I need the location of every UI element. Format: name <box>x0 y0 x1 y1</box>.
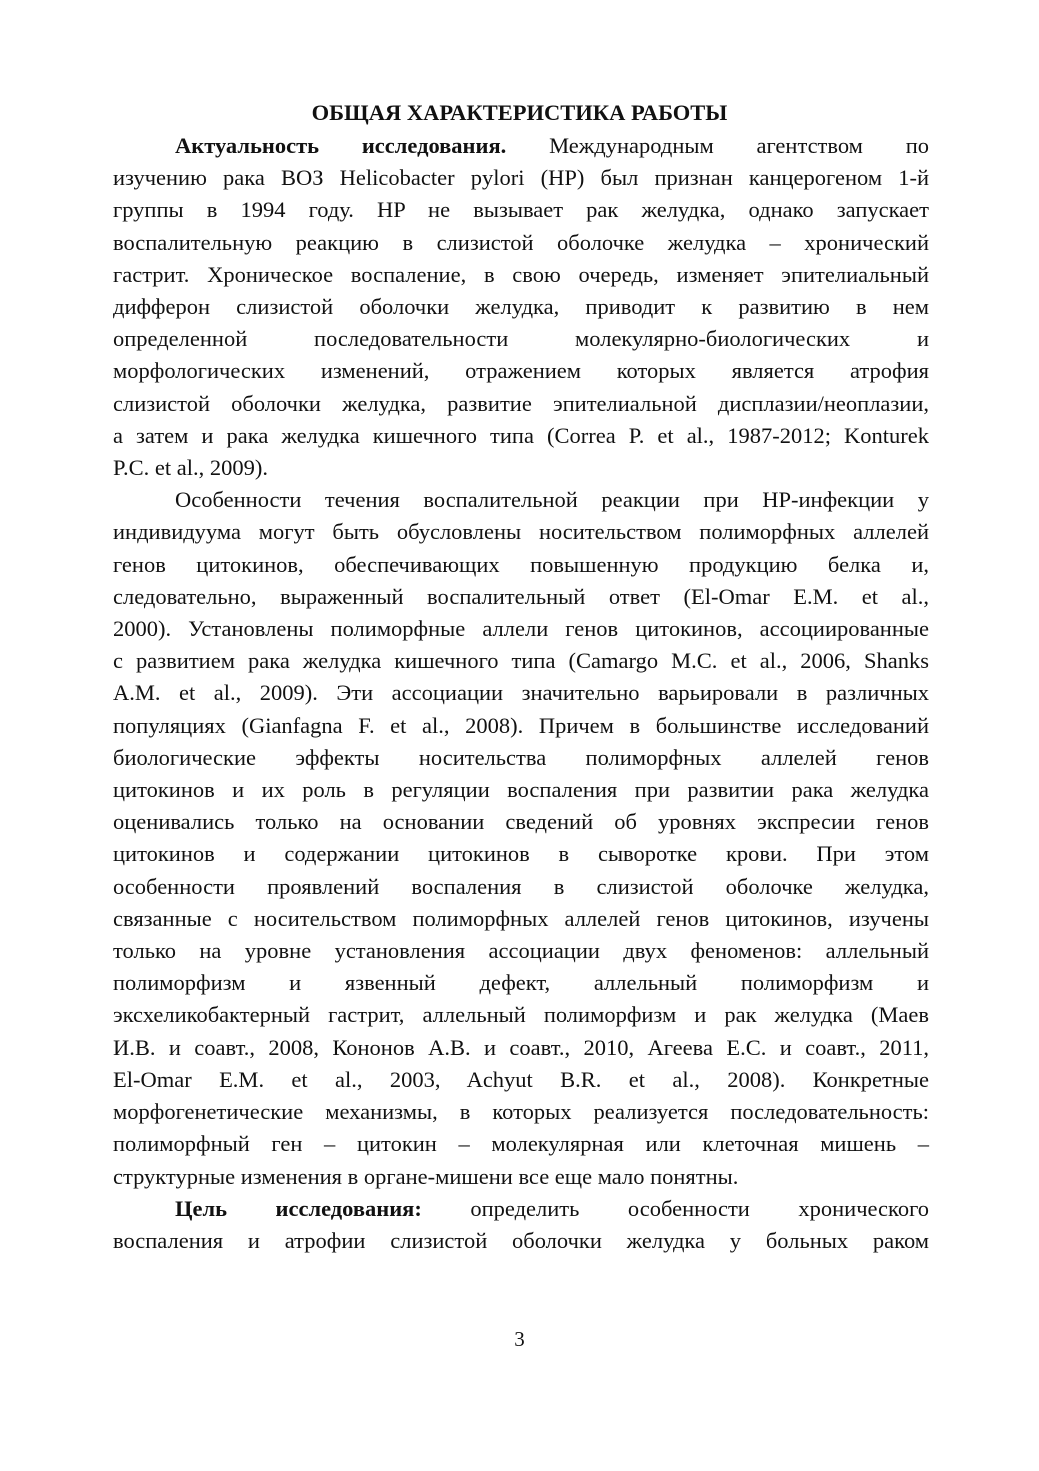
text-line: воспаления и атрофии слизистой оболочки желудка у больных раком <box>113 1227 929 1253</box>
text-line: эксхеликобактерный гастрит, аллельный полиморфизм и рак желудка (Маев <box>113 1002 929 1028</box>
text-line: оценивались только на основании сведений об уровнях экспресии генов <box>113 809 929 835</box>
text-line: полиморфизм и язвенный дефект, аллельный полиморфизм и <box>113 970 929 996</box>
text-line: полиморфный ген – цитокин – молекулярная или клеточная мишень – <box>113 1131 929 1157</box>
page-number: 3 <box>514 1327 525 1351</box>
text-line: El-Omar E.M. et al., 2003, Achyut B.R. et al., 2008). Конкретные <box>113 1066 929 1092</box>
text-line: популяциях (Gianfagna F. et al., 2008). Причем в большинстве исследований <box>113 712 929 738</box>
text-line: только на уровне установления ассоциации двух феноменов: аллельный <box>113 938 929 964</box>
text-line: И.В. и соавт., 2008, Кононов А.В. и соавт., 2010, Агеева Е.С. и соавт., 2011, <box>113 1034 929 1060</box>
text-line: P.C. et al., 2009). <box>113 455 268 481</box>
text-line: индивидуума могут быть обусловлены носительством полиморфных аллелей <box>113 519 929 545</box>
text-line: слизистой оболочки желудка, развитие эпителиальной дисплазии/неоплазии, <box>113 390 929 416</box>
text-line: воспалительную реакцию в слизистой оболочке желудка – хронический <box>113 229 929 255</box>
text-line: связанные с носительством полиморфных аллелей генов цитокинов, изучены <box>113 905 929 931</box>
text-line: цитокинов и их роль в регуляции воспаления при развитии рака желудка <box>113 777 929 803</box>
text-line: с развитием рака желудка кишечного типа (Camargo M.C. et al., 2006, Shanks <box>113 648 929 674</box>
body-text <box>113 130 929 1257</box>
text-line: Особенности течения воспалительной реакции при HP-инфекции у <box>175 487 929 513</box>
section-title: ОБЩАЯ ХАРАКТЕРИСТИКА РАБОТЫ <box>311 100 728 125</box>
text-line: изучению рака ВОЗ Helicobacter pylori (HP) был признан канцерогеном 1-й <box>113 165 929 191</box>
line-text: Международным агентством по <box>506 133 929 158</box>
text-line: следовательно, выраженный воспалительный ответ (El-Omar E.M. et al., <box>113 583 929 609</box>
text-line <box>113 130 929 162</box>
line-text: определить особенности хронического <box>421 1195 929 1221</box>
text-line: а затем и рака желудка кишечного типа (Correa P. et al., 1987-2012; Konturek <box>113 422 929 448</box>
text-line: биологические эффекты носительства полиморфных аллелей генов <box>113 744 929 770</box>
bold-lead-in: Актуальность исследования. <box>175 133 507 158</box>
text-line: группы в 1994 году. HP не вызывает рак желудка, однако запускает <box>113 197 929 223</box>
text-line: морфогенетические механизмы, в которых реализуется последовательность: <box>113 1099 929 1125</box>
text-line: гастрит. Хроническое воспаление, в свою очередь, изменяет эпителиальный <box>113 261 929 287</box>
text-line <box>113 1193 929 1225</box>
text-line: морфологических изменений, отражением которых является атрофия <box>113 358 929 384</box>
text-line: особенности проявлений воспаления в слизистой оболочке желудка, <box>113 873 929 899</box>
text-line: генов цитокинов, обеспечивающих повышенную продукцию белка и, <box>113 551 929 577</box>
text-line: цитокинов и содержании цитокинов в сыворотке крови. При этом <box>113 841 929 867</box>
text-line: структурные изменения в органе-мишени все еще мало понятны. <box>113 1163 739 1189</box>
text-line: определенной последовательности молекулярно-биологических и <box>113 326 929 352</box>
bold-lead-in: Цель исследования: <box>175 1195 422 1221</box>
text-line: дифферон слизистой оболочки желудка, приводит к развитию в нем <box>113 294 929 320</box>
text-line: 2000). Установлены полиморфные аллели генов цитокинов, ассоциированные <box>113 616 929 642</box>
text-line: A.M. et al., 2009). Эти ассоциации значительно варьировали в различных <box>113 680 929 706</box>
